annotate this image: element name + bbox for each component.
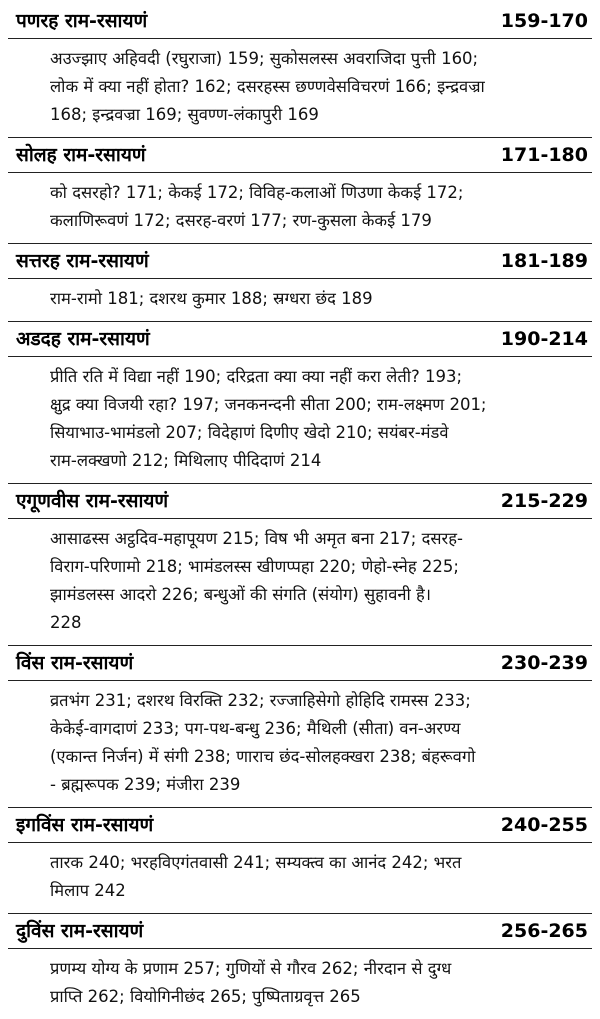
entry-line: 168; इन्द्रवज्रा 169; सुवण्ण-लंकापुरी 169 <box>50 105 319 124</box>
entry-line: झामंडलस्स आदरो 226; बन्धुओं की संगति (संयोग) सुहावनी है। <box>50 585 432 604</box>
section-heading <box>8 138 592 172</box>
page-range: 230-239 <box>500 652 588 674</box>
entry-line: व्रतभंग 231; दशरथ विरक्ति 232; रज्जाहिसेगो होहिदि रामस्स 233; <box>50 691 471 710</box>
section-heading <box>8 4 592 38</box>
entry-line: राम-रामो 181; दशरथ कुमार 188; स्रग्धरा छंद 189 <box>50 289 373 308</box>
section-19 <box>8 484 592 646</box>
entry-line: कलाणिरूवणं 172; दसरह-वरणं 177; रण-कुसला केकई 179 <box>50 211 432 230</box>
section-heading <box>8 322 592 356</box>
section-entries <box>8 279 592 321</box>
section-entries <box>8 357 592 483</box>
section-heading <box>8 244 592 278</box>
entry-line: प्रीति रति में विद्या नहीं 190; दरिद्रता क्या क्या नहीं करा लेती? 193; <box>50 367 463 386</box>
page-range: 240-255 <box>500 814 588 836</box>
section-heading <box>8 808 592 842</box>
section-title: सत्तरह राम-रसायणं <box>16 250 149 272</box>
entry-line: प्राप्ति 262; वियोगिनीछंद 265; पुष्पिताग्रवृत्त 265 <box>50 987 361 1006</box>
entry-line: को दसरहो? 171; केकई 172; विविह-कलाओं णिउणा केकई 172; <box>50 183 464 202</box>
section-16 <box>8 138 592 244</box>
section-17 <box>8 244 592 322</box>
entry-line: राम-लक्खणो 212; मिथिलाए पीदिदाणं 214 <box>50 451 322 470</box>
entry-line: तारक 240; भरहविएगंतवासी 241; सम्यक्त्व का आनंद 242; भरत <box>50 853 462 872</box>
section-22 <box>8 914 592 1019</box>
section-title: एगूणवीस राम-रसायणं <box>16 490 169 512</box>
section-heading <box>8 646 592 680</box>
page-range: 181-189 <box>500 250 588 272</box>
section-20 <box>8 646 592 808</box>
entry-line: मिलाप 242 <box>50 881 126 900</box>
page-range: 215-229 <box>500 490 588 512</box>
page-range: 171-180 <box>500 144 588 166</box>
section-title: इगविंस राम-रसायणं <box>16 814 154 836</box>
entry-line: लोक में क्या नहीं होता? 162; दसरहस्स छण्णवेसविचरणं 166; इन्द्रवज्रा <box>50 77 485 96</box>
entry-line: - ब्रह्मरूपक 239; मंजीरा 239 <box>50 775 241 794</box>
section-entries <box>8 39 592 137</box>
section-entries <box>8 173 592 243</box>
entry-line: अउज्झाए अहिवदी (रघुराजा) 159; सुकोसलस्स अवराजिदा पुत्ती 160; <box>50 49 479 68</box>
section-heading <box>8 484 592 518</box>
entry-line: क्षुद्र क्या विजयी रहा? 197; जनकनन्दनी सीता 200; राम-लक्ष्मण 201; <box>50 395 487 414</box>
entry-line: प्रणम्य योग्य के प्रणाम 257; गुणियों से गौरव 262; नीरदान से दुग्ध <box>50 959 452 978</box>
section-title: पणरह राम-रसायणं <box>16 10 148 32</box>
entry-line: (एकान्त निर्जन) में संगी 238; णाराच छंद-सोलहक्खरा 238; बंहरूवगो <box>50 747 476 766</box>
page-range: 159-170 <box>500 10 588 32</box>
page-range: 256-265 <box>500 920 588 942</box>
section-entries <box>8 519 592 645</box>
entry-line: आसाढस्स अट्ठदिव-महापूयण 215; विष भी अमृत बना 217; दसरह- <box>50 529 463 548</box>
section-title: दुविंस राम-रसायणं <box>16 920 144 942</box>
entry-line: सियाभाउ-भामंडलो 207; विदेहाणं दिणीए खेदो 210; सयंबर-मंडवे <box>50 423 449 442</box>
entry-line: विराग-परिणामो 218; भामंडलस्स खीणप्पहा 220; णेहो-स्नेह 225; <box>50 557 459 576</box>
section-18 <box>8 322 592 484</box>
entry-line: केकेई-वागदाणं 233; पग-पथ-बन्धु 236; मैथिली (सीता) वन-अरण्य <box>50 719 461 738</box>
section-heading <box>8 914 592 948</box>
section-21 <box>8 808 592 914</box>
section-entries <box>8 843 592 913</box>
entry-line: 228 <box>50 613 82 632</box>
section-title: विंस राम-रसायणं <box>16 652 134 674</box>
section-title: अडदह राम-रसायणं <box>16 328 150 350</box>
section-entries <box>8 949 592 1019</box>
section-entries <box>8 681 592 807</box>
page-range: 190-214 <box>500 328 588 350</box>
section-15 <box>8 4 592 138</box>
section-title: सोलह राम-रसायणं <box>16 144 146 166</box>
